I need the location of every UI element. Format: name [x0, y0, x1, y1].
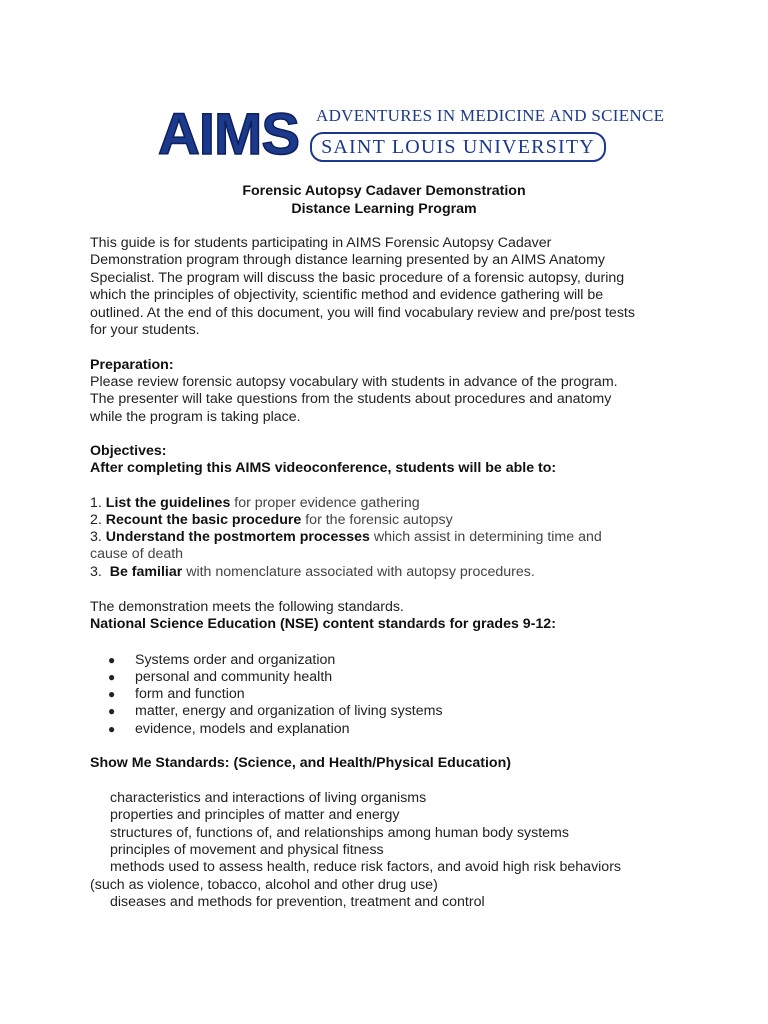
preparation-body: Please review forensic autopsy vocabulary with students in advance of the program. The presenter will take questions from the students about procedures and anatomy while the program is taking place.: [90, 374, 618, 425]
objective-rest: with nomenclature associated with autopsy procedures.: [182, 564, 535, 580]
showme-heading: Show Me Standards: (Science, and Health/Physical Education): [90, 755, 511, 771]
document-subtitle: Distance Learning Program: [291, 201, 477, 217]
aims-logo-tagline: ADVENTURES IN MEDICINE AND SCIENCE: [316, 106, 665, 125]
bullet-icon: ●: [108, 670, 116, 684]
objective-rest: for the forensic autopsy: [301, 512, 453, 528]
showme-item: principles of movement and physical fitness: [110, 842, 384, 858]
objective-item: [90, 495, 690, 512]
document-title: Forensic Autopsy Cadaver Demonstration: [242, 183, 526, 199]
objective-bold: Recount the basic procedure: [105, 512, 302, 528]
aims-logo-mark: AIMS: [158, 102, 299, 167]
nse-item-text: Systems order and organization: [135, 652, 336, 668]
showme-item: properties and principles of matter and energy: [110, 807, 400, 823]
bullet-icon: ●: [108, 704, 116, 718]
objective-item: [90, 512, 690, 529]
standards-intro: The demonstration meets the following standards.: [90, 599, 404, 615]
objective-bold: List the guidelines: [105, 495, 231, 511]
objective-number: 3.: [90, 529, 106, 545]
objective-number: 2.: [90, 512, 106, 528]
showme-item: characteristics and interactions of living organisms: [110, 790, 427, 806]
nse-item-text: form and function: [135, 686, 245, 702]
objective-item: [90, 564, 690, 581]
bullet-icon: ●: [108, 722, 116, 736]
objective-continuation: cause of death: [90, 546, 184, 562]
objective-number: 1.: [90, 495, 106, 511]
showme-item: diseases and methods for prevention, treatment and control: [110, 894, 485, 910]
slu-logo-banner: SAINT LOUIS UNIVERSITY: [310, 132, 606, 162]
objective-number: 3.: [90, 564, 110, 580]
objectives-heading: Objectives:: [90, 443, 167, 459]
nse-heading: National Science Education (NSE) content standards for grades 9-12:: [90, 616, 556, 632]
nse-item-text: personal and community health: [135, 669, 333, 685]
bullet-icon: ●: [108, 687, 116, 701]
objective-rest: for proper evidence gathering: [230, 495, 420, 511]
bullet-icon: ●: [108, 653, 116, 667]
objective-item: [90, 529, 690, 546]
objective-bold: Be familiar: [109, 564, 183, 580]
showme-item-continuation: (such as violence, tobacco, alcohol and other drug use): [90, 877, 438, 893]
showme-item: methods used to assess health, reduce risk factors, and avoid high risk behaviors: [110, 859, 622, 875]
preparation-heading: Preparation:: [90, 357, 174, 373]
objective-rest: which assist in determining time and: [369, 529, 602, 545]
aims-logo: [158, 92, 665, 180]
showme-item: structures of, functions of, and relationships among human body systems: [110, 825, 569, 841]
objectives-subheading: After completing this AIMS videoconference, students will be able to:: [90, 460, 557, 476]
nse-item-text: evidence, models and explanation: [135, 721, 350, 737]
intro-paragraph: This guide is for students participating in AIMS Forensic Autopsy Cadaver Demonstration program through distance learning presented by an AIMS Anatomy Specialist. The program will discuss the basic procedure of a forensic autopsy, during which the principles of objectivity, scientific method and evidence gathering will be outlined. At the end of this document, you will find vocabulary review and pre/post tests for your students.: [90, 235, 635, 339]
nse-item-text: matter, energy and organization of living systems: [135, 703, 443, 719]
objective-bold: Understand the postmortem processes: [105, 529, 370, 545]
